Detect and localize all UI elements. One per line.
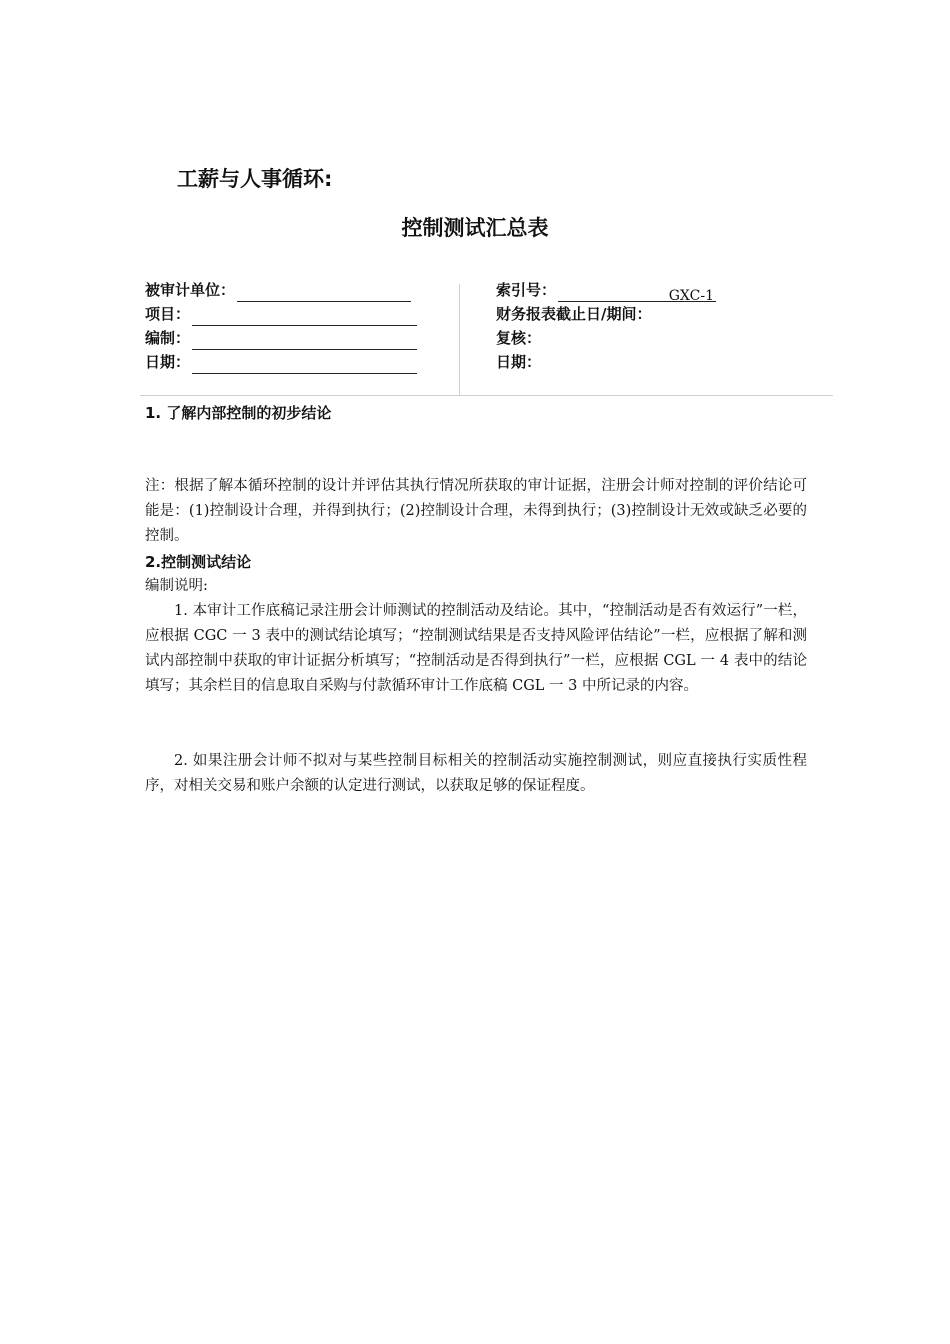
project-label: 项目： xyxy=(145,305,191,323)
section1-heading: 1. 了解内部控制的初步结论 xyxy=(145,404,332,422)
reviewed-by-row xyxy=(496,326,716,350)
instruction-paragraph-2: 2. 如果注册会计师不拟对与某些控制目标相关的控制活动实施控制测试，则应直接执行实质性程序，对相关交易和账户余额的认定进行测试，以获取足够的保证程度。 xyxy=(145,753,807,794)
index-label: 索引号： xyxy=(496,281,557,299)
header-vertical-divider xyxy=(459,284,460,396)
note-paragraph: 注：根据了解本循环控制的设计并评估其执行情况所获取的审计证据，注册会计师对控制的评价结论可能是：(1)控制设计合理，并得到执行；(2)控制设计合理，未得到执行；(3)控制设计无效或缺乏必要的控制。 xyxy=(145,478,807,544)
period-row xyxy=(496,302,716,326)
section2-heading: 2.控制测试结论 xyxy=(145,553,252,571)
prepared-by-field[interactable] xyxy=(192,332,417,350)
audited-unit-label: 被审计单位： xyxy=(145,281,236,299)
date-label-right: 日期： xyxy=(496,353,542,371)
date-label-left: 日期： xyxy=(145,353,191,371)
instruction-paragraph-1: 1. 本审计工作底稿记录注册会计师测试的控制活动及结论。其中，“控制活动是否有效运行”一栏，应根据 CGC 一 3 表中的测试结论填写；“控制测试结果是否支持风险评估结论”一栏，应根据了解和测试内部控制中获取的审计证据分析填写；“控制活动是否得到执行”一栏，应根据 CGL 一 4 表中的结论填写；其余栏目的信息取自采购与付款循环审计工作底稿 CGL 一 3 中所记录的内容。 xyxy=(145,603,807,694)
project-field[interactable] xyxy=(192,308,417,326)
date-row-left xyxy=(145,350,417,374)
document-subtitle: 控制测试汇总表 xyxy=(401,216,549,240)
project-row xyxy=(145,302,417,326)
header-right-block xyxy=(496,278,716,374)
date-field-left[interactable] xyxy=(192,356,417,374)
date-row-right xyxy=(496,350,716,374)
period-label: 财务报表截止日/期间： xyxy=(496,305,652,323)
audited-unit-field[interactable] xyxy=(237,284,411,302)
reviewed-by-label: 复核： xyxy=(496,329,542,347)
header-horizontal-divider xyxy=(140,395,833,396)
index-value[interactable]: GXC-1 xyxy=(558,284,716,302)
index-row xyxy=(496,278,716,302)
header-left-block xyxy=(145,278,417,374)
prepared-by-label: 编制： xyxy=(145,329,191,347)
document-title: 工薪与人事循环: xyxy=(177,167,333,191)
prepared-by-row xyxy=(145,326,417,350)
instructions-label: 编制说明: xyxy=(145,578,208,594)
audited-unit-row xyxy=(145,278,417,302)
